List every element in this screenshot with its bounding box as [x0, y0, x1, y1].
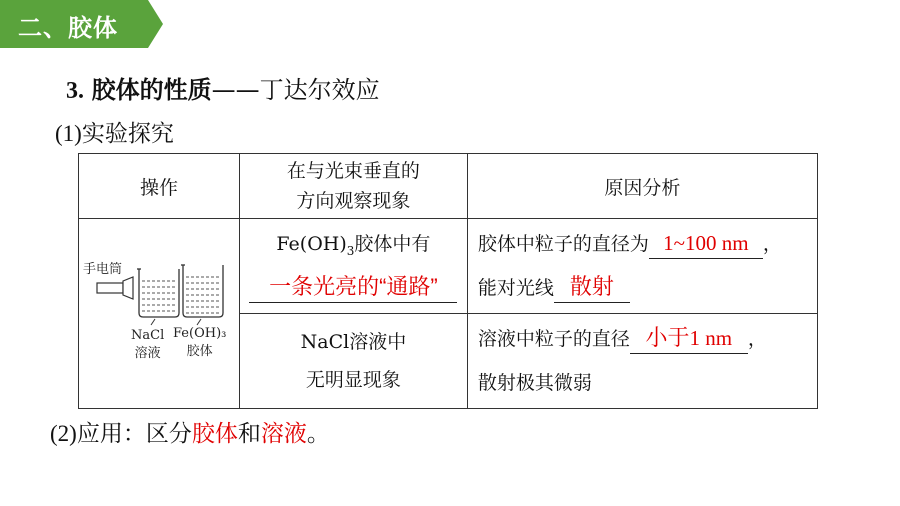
heading-number: 3. — [66, 78, 84, 104]
observation-colloid-line1 — [240, 225, 467, 270]
reason-solution-answer-num: 1 nm — [689, 326, 733, 350]
header-reason: 原因分析 — [467, 154, 817, 219]
observation-colloid-answer: 一条光亮的“通路” — [269, 274, 438, 300]
beaker2-label-line1: Fe(OH)₃ — [173, 326, 227, 341]
beaker1-label-line1: NaCl — [131, 328, 165, 343]
beaker2-label — [173, 325, 226, 361]
observation-colloid-formula: Fe(OH) — [276, 232, 347, 255]
heading-bold-text: 胶体的性质 — [91, 76, 212, 104]
reason-solution-line2: 散射极其微弱 — [477, 372, 592, 394]
section-tag — [0, 0, 165, 48]
subheading-number: (1) — [55, 121, 82, 146]
application-text1: 应用：区分 — [76, 421, 192, 447]
reason-colloid-answer1: 1~100 nm — [663, 231, 749, 255]
application-number: (2) — [50, 421, 77, 446]
subheading-experiment — [55, 115, 174, 148]
table-header-row — [79, 154, 818, 219]
application-end: 。 — [306, 421, 330, 447]
reason-colloid-text2: 能对光线 — [477, 277, 554, 299]
reason-colloid-answer1-blank — [649, 229, 763, 259]
observation-colloid — [240, 219, 468, 314]
reason-solution-comma: ， — [747, 328, 767, 350]
reason-colloid-text1: 胶体中粒子的直径为 — [477, 233, 649, 255]
observation-solution-line1: NaCl溶液中 — [300, 331, 407, 353]
apparatus-illustration — [79, 221, 239, 406]
reason-solution-answer-blank — [630, 324, 748, 354]
reason-solution-line1 — [478, 317, 817, 361]
reason-solution-text1: 溶液中粒子的直径 — [477, 328, 630, 350]
reason-solution — [467, 314, 817, 409]
observation-colloid-line2 — [240, 269, 467, 307]
section-tag-label: 二、胶体 — [18, 14, 118, 42]
topic-heading — [66, 70, 380, 105]
beaker2-label-line2: 胶体 — [186, 344, 213, 359]
application-text2: 和 — [237, 421, 261, 447]
reason-solution-answer-cjk: 小于 — [645, 325, 690, 350]
heading-rest: ——丁达尔效应 — [211, 76, 380, 104]
reason-colloid-answer2-blank — [554, 273, 630, 303]
flashlight-label: 手电筒 — [83, 262, 123, 277]
observation-colloid-suffix: 胶体中有 — [354, 232, 431, 255]
header-observation — [240, 154, 468, 219]
observation-colloid-answer-blank — [249, 273, 457, 303]
application-line — [50, 415, 330, 448]
reason-colloid-line1 — [478, 222, 817, 266]
header-observation-line2: 方向观察现象 — [296, 190, 411, 212]
table-row — [79, 219, 818, 314]
header-operation: 操作 — [79, 154, 240, 219]
observation-solution — [240, 314, 468, 409]
apparatus-drawing — [79, 221, 239, 406]
header-observation-line1: 在与光束垂直的 — [286, 160, 420, 182]
reason-colloid-line2 — [478, 266, 817, 310]
observation-solution-line2: 无明显现象 — [305, 369, 401, 391]
apparatus-cell — [79, 219, 240, 409]
reason-colloid — [467, 219, 817, 314]
application-answer2: 溶液 — [260, 421, 307, 447]
beaker1-label-line2: 溶液 — [134, 346, 161, 361]
reason-colloid-answer2: 散射 — [569, 274, 614, 299]
observation-colloid-subscript: 3 — [346, 243, 355, 258]
application-answer1: 胶体 — [191, 421, 238, 447]
reason-colloid-comma: ， — [762, 233, 782, 255]
experiment-table — [78, 153, 818, 409]
beaker1-label — [131, 327, 164, 363]
subheading-text: 实验探究 — [81, 121, 174, 147]
